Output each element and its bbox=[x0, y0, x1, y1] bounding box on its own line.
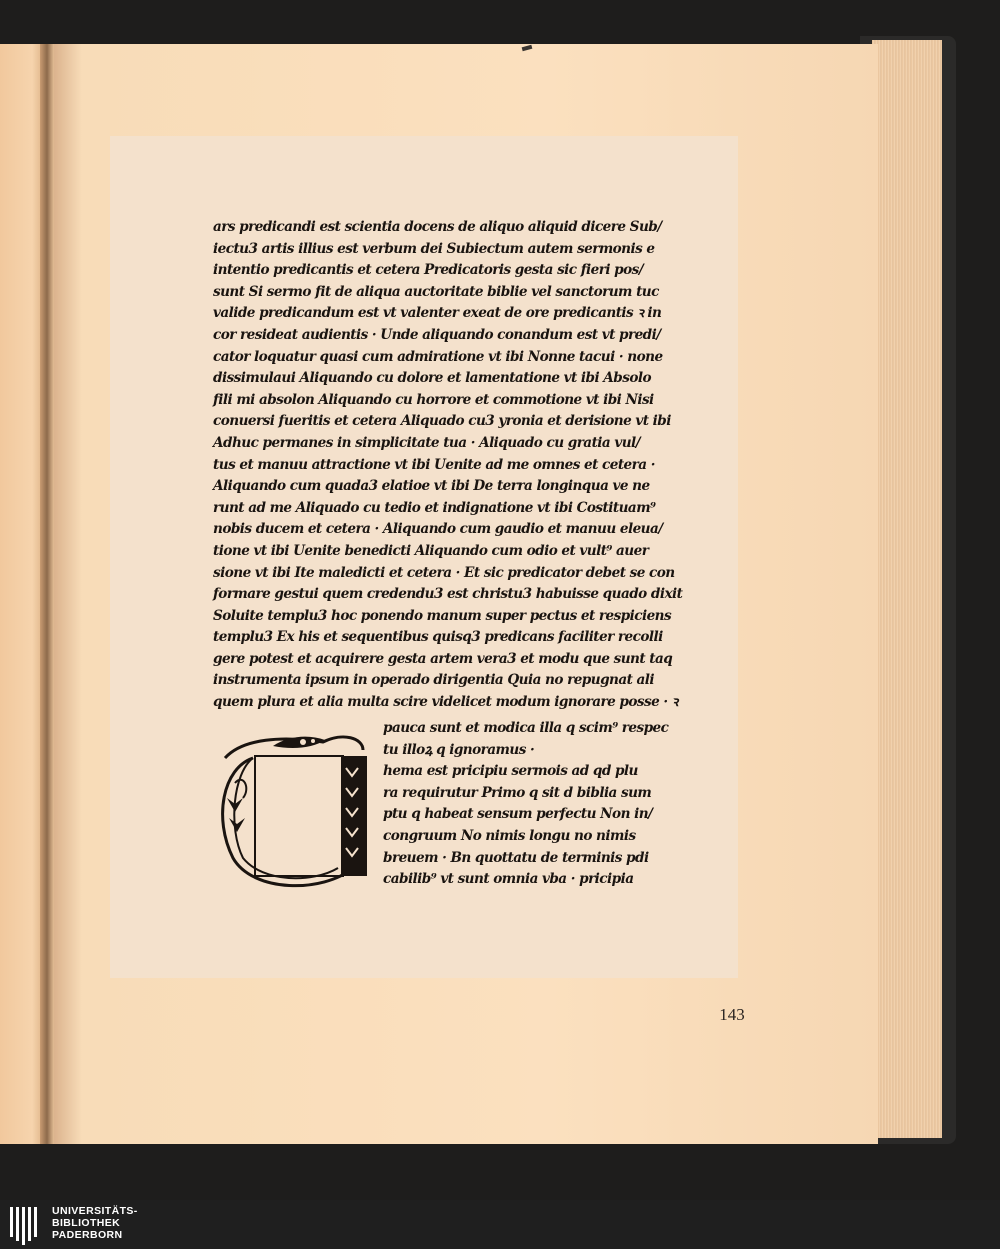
book-gutter bbox=[40, 44, 54, 1144]
text-line: Soluite templu3 hoc ponendo manum super pectus et respiciens bbox=[213, 607, 672, 624]
text-line: formare gestui quem credendu3 est christu3 habuisse quado dixit bbox=[213, 586, 683, 603]
text-line: ptu q habeat sensum perfectu Non in/ bbox=[383, 806, 653, 823]
text-line: cabilib⁹ vt sunt omnia vba · pricipia bbox=[383, 871, 634, 888]
text-line: conuersi fueritis et cetera Aliquado cu3 yronia et derisione vt ibi bbox=[213, 413, 671, 430]
text-line: ra requirutur Primo q sit d biblia sum bbox=[383, 784, 652, 801]
text-line: fili mi absolon Aliquando cu horrore et commotione vt ibi Nisi bbox=[213, 391, 654, 408]
text-line: sione vt ibi Ite maledicti et cetera · Et sic predicator debet se con bbox=[213, 564, 675, 581]
text-line: cator loquatur quasi cum admiratione vt ibi Nonne tacui · none bbox=[213, 348, 663, 365]
text-line: runt ad me Aliquado cu tedio et indignatione vt ibi Costituam⁹ bbox=[213, 499, 656, 516]
logo-line-2: BIBLIOTHEK bbox=[52, 1217, 121, 1229]
decorated-initial-icon bbox=[213, 728, 378, 893]
text-line: sunt Si sermo fit de aliqua auctoritate biblie vel sanctorum tuc bbox=[213, 283, 659, 300]
text-line: nobis ducem et cetera · Aliquando cum gaudio et manuu eleua/ bbox=[213, 521, 663, 538]
text-line: Aliquando cum quada3 elatioe vt ibi De terra longinqua ve ne bbox=[213, 478, 650, 495]
text-line: tione vt ibi Uenite benedicti Aliquando cum odio et vult⁹ auer bbox=[213, 542, 649, 559]
text-line: tus et manuu attractione vt ibi Uenite ad me omnes et cetera · bbox=[213, 456, 655, 473]
side-text-block bbox=[383, 718, 669, 891]
text-line: dissimulaui Aliquando cu dolore et lamentatione vt ibi Absolo bbox=[213, 370, 651, 387]
text-line: intentio predicantis et cetera Predicatoris gesta sic fieri pos/ bbox=[213, 262, 644, 279]
text-line: tu illoꝝ q ignoramus · bbox=[383, 741, 535, 758]
text-line: instrumenta ipsum in operado dirigentia Quia no repugnat ali bbox=[213, 672, 655, 689]
text-line: hema est pricipiu sermois ad qd plu bbox=[383, 763, 638, 780]
text-line: Adhuc permanes in simplicitate tua · Aliquado cu gratia vul/ bbox=[213, 434, 641, 451]
footer-bar bbox=[0, 1200, 1000, 1249]
library-logo-text bbox=[52, 1205, 138, 1241]
logo-line-3: PADERBORN bbox=[52, 1229, 123, 1241]
text-line: templu3 Ex his et sequentibus quisq3 predicans faciliter recolli bbox=[213, 629, 663, 646]
main-text-block bbox=[213, 217, 683, 714]
text-line: gere potest et acquirere gesta artem vera3 et modu que sunt taq bbox=[213, 650, 673, 667]
text-line: quem plura et alia multa scire videlicet modum ignorare posse · ꝛ bbox=[213, 694, 678, 711]
page-number: 143 bbox=[719, 1005, 745, 1024]
text-line: iectu3 artis illius est verbum dei Subiectum autem sermonis e bbox=[213, 240, 655, 257]
text-line: breuem · Bn quottatu de terminis pdi bbox=[383, 849, 649, 866]
logo-line-1: UNIVERSITÄTS- bbox=[52, 1205, 138, 1217]
text-line: valide predicandum est vt valenter exeat de ore predicantis ꝛ in bbox=[213, 305, 662, 322]
text-line: congruum No nimis longu no nimis bbox=[383, 827, 636, 844]
library-logo-icon bbox=[10, 1203, 46, 1247]
text-line: pauca sunt et modica illa q scim⁹ respec bbox=[383, 720, 669, 736]
text-line: ars predicandi est scientia docens de aliquo aliquid dicere Sub/ bbox=[213, 219, 662, 235]
text-line: cor resideat audientis · Unde aliquando conandum est vt predi/ bbox=[213, 326, 661, 343]
page-stack bbox=[872, 40, 942, 1138]
